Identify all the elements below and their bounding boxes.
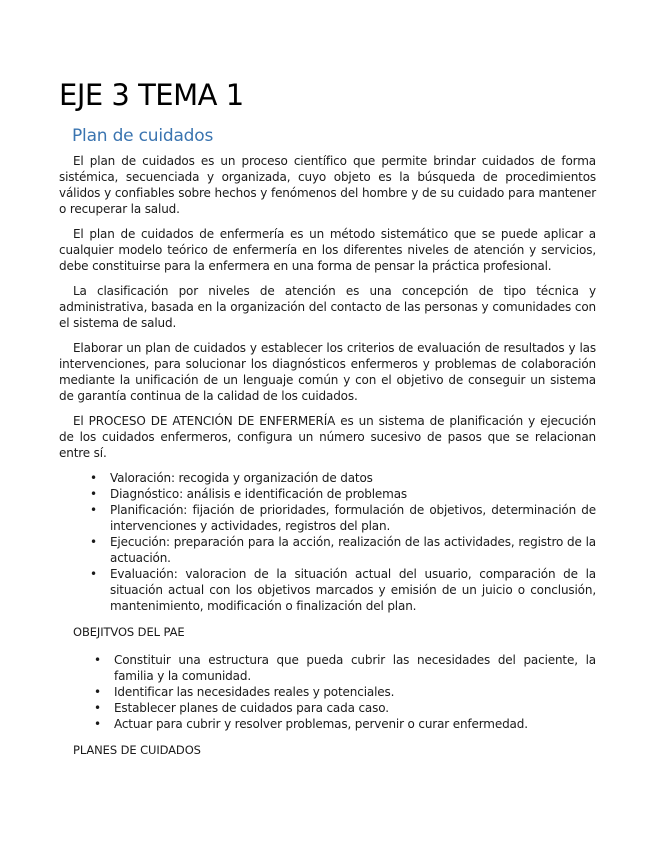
plans-heading: PLANES DE CUIDADOS (73, 743, 201, 757)
objectives-list (59, 652, 596, 732)
paragraph: La clasificación por niveles de atención es una concepción de tipo técnica y administrativa, basada en la organización del contacto de las personas y comunidades con el sistema de salud. (59, 284, 596, 330)
objectives-heading: OBEJITVOS DEL PAE (73, 625, 185, 639)
list-item: • Planificación: fijación de prioridades, formulación de objetivos, determinación de intervenciones y actividades, registros del plan. (59, 502, 596, 534)
paragraph: El plan de cuidados de enfermería es un método sistemático que se puede aplicar a cualquier modelo teórico de enfermería en los diferentes niveles de atención y servicios, debe constituirse para la enfermera en una forma de pensar la práctica profesional. (59, 227, 596, 273)
list-item: • Ejecución: preparación para la acción, realización de las actividades, registro de la actuación. (59, 534, 596, 566)
paragraph: Elaborar un plan de cuidados y establecer los criterios de evaluación de resultados y las intervenciones, para solucionar los diagnósticos enfermeros y problemas de colaboración mediante la unificación de un lenguaje común y con el objetivo de conseguir un sistema de garantía continua de la calidad de los cuidados. (59, 341, 596, 403)
list-item: • Identificar las necesidades reales y potenciales. (59, 684, 596, 700)
section-heading: Plan de cuidados (72, 126, 214, 146)
document-page (59, 78, 596, 770)
paragraph: El plan de cuidados es un proceso científico que permite brindar cuidados de forma sistémica, secuenciada y organizada, cuyo objeto es la búsqueda de procedimientos válidos y confiables sobre hechos y fenómenos del hombre y de su cuidado para mantener o recuperar la salud. (59, 154, 596, 216)
page-title: EJE 3 TEMA 1 (59, 78, 244, 112)
list-item: • Actuar para cubrir y resolver problemas, pervenir o curar enfermedad. (59, 716, 596, 732)
process-steps-list (59, 470, 596, 614)
paragraph: El PROCESO DE ATENCIÓN DE ENFERMERÍA es un sistema de planificación y ejecución de los cuidados enfermeros, configura un número sucesivo de pasos que se relacionan entre sí. (59, 414, 596, 460)
list-item: • Evaluación: valoracion de la situación actual del usuario, comparación de la situación actual con los objetivos marcados y emisión de un juicio o conclusión, mantenimiento, modificación o finalización del plan. (59, 566, 596, 614)
list-item: • Constituir una estructura que pueda cubrir las necesidades del paciente, la familia y la comunidad. (59, 652, 596, 684)
list-item: • Diagnóstico: análisis e identificación de problemas (59, 486, 596, 502)
list-item: • Establecer planes de cuidados para cada caso. (59, 700, 596, 716)
list-item: • Valoración: recogida y organización de datos (59, 470, 596, 486)
